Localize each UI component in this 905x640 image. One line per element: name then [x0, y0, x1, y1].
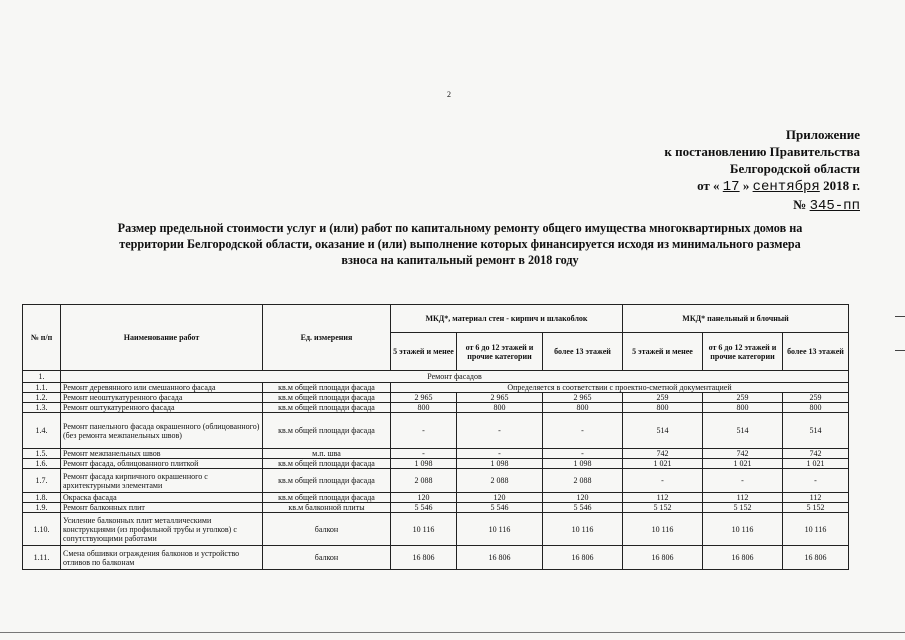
value-cell: 5 152: [703, 503, 783, 513]
row-name: Ремонт межпанельных швов: [61, 449, 263, 459]
section-label: Ремонт фасадов: [61, 371, 849, 383]
value-cell: 800: [457, 403, 543, 413]
value-cell: 5 546: [457, 503, 543, 513]
header-sub-13: более 13 этажей: [543, 333, 623, 371]
value-cell: 1 021: [703, 459, 783, 469]
table-row: [23, 546, 849, 570]
value-cell: 120: [543, 493, 623, 503]
value-cell: -: [543, 413, 623, 449]
value-cell: 5 152: [783, 503, 849, 513]
table-row: [23, 503, 849, 513]
row-unit: балкон: [263, 513, 391, 546]
row-num: 1.9.: [23, 503, 61, 513]
value-cell: 742: [623, 449, 703, 459]
table-row: [23, 449, 849, 459]
row-num: 1.3.: [23, 403, 61, 413]
row-unit: кв.м общей площади фасада: [263, 383, 391, 393]
row-unit: кв.м общей площади фасада: [263, 493, 391, 503]
appendix-title: Приложение: [785, 127, 860, 142]
resolution-number: 345-пп: [809, 198, 860, 214]
value-cell: 10 116: [543, 513, 623, 546]
header-name: Наименование работ: [61, 305, 263, 371]
value-cell: 514: [623, 413, 703, 449]
value-cell: 10 116: [783, 513, 849, 546]
row-unit: кв.м общей площади фасада: [263, 403, 391, 413]
margin-mark: [895, 316, 905, 317]
header-sub-13: более 13 этажей: [783, 333, 849, 371]
value-cell: 800: [703, 403, 783, 413]
value-cell: 120: [391, 493, 457, 503]
cost-table: [22, 304, 849, 570]
value-cell: 5 546: [543, 503, 623, 513]
value-cell: 800: [543, 403, 623, 413]
value-cell: 2 088: [457, 469, 543, 493]
row-name: Смена обшивки ограждения балконов и устройство отливов по балконам: [61, 546, 263, 570]
value-cell: 2 965: [543, 393, 623, 403]
date-day: 17: [722, 179, 740, 195]
value-cell: 16 806: [457, 546, 543, 570]
page-number: 2: [447, 90, 451, 99]
value-cell: 112: [703, 493, 783, 503]
value-cell: 16 806: [623, 546, 703, 570]
value-cell: 16 806: [703, 546, 783, 570]
row-num: 1.7.: [23, 469, 61, 493]
row-unit: кв.м общей площади фасада: [263, 459, 391, 469]
value-cell: 2 965: [457, 393, 543, 403]
margin-mark: [895, 350, 905, 351]
value-cell: 2 088: [543, 469, 623, 493]
section-row: [23, 371, 849, 383]
value-cell: 800: [783, 403, 849, 413]
title-line: взноса на капитальный ремонт в 2018 году: [341, 253, 579, 267]
value-cell: 259: [623, 393, 703, 403]
row-unit: кв.м общей площади фасада: [263, 413, 391, 449]
value-cell: -: [703, 469, 783, 493]
value-cell: 259: [703, 393, 783, 403]
row-name: Ремонт неоштукатуренного фасада: [61, 393, 263, 403]
appendix-number: [620, 196, 860, 215]
value-cell: 259: [783, 393, 849, 403]
value-cell: -: [543, 449, 623, 459]
header-sub-6-12: от 6 до 12 этажей и прочие категории: [703, 333, 783, 371]
row-num: 1.8.: [23, 493, 61, 503]
value-cell: 742: [783, 449, 849, 459]
date-mid: »: [742, 178, 750, 193]
appendix-line-3: Белгородской области: [729, 161, 860, 176]
value-cell: -: [391, 413, 457, 449]
value-cell: 800: [623, 403, 703, 413]
value-cell: 514: [703, 413, 783, 449]
row-name: Усиление балконных плит металлическими конструкциями (из профильной трубы и уголков) с сопутствующими работами: [61, 513, 263, 546]
value-cell: 112: [783, 493, 849, 503]
header-group-panel: МКД* панельный и блочный: [623, 305, 849, 333]
value-cell: 10 116: [623, 513, 703, 546]
row-unit: м.п. шва: [263, 449, 391, 459]
row-merged-note: Определяется в соответствии с проектно-сметной документацией: [391, 383, 849, 393]
row-unit: кв.м общей площади фасада: [263, 469, 391, 493]
appendix-date: [620, 177, 860, 196]
value-cell: 112: [623, 493, 703, 503]
value-cell: 1 098: [391, 459, 457, 469]
value-cell: -: [457, 413, 543, 449]
value-cell: 5 546: [391, 503, 457, 513]
title-line: территории Белгородской области, оказание и (или) выполнение которых финансируется исходя из минимального размера: [119, 237, 801, 251]
row-name: Окраска фасада: [61, 493, 263, 503]
row-unit: кв.м общей площади фасада: [263, 393, 391, 403]
value-cell: 16 806: [391, 546, 457, 570]
table-row: [23, 469, 849, 493]
row-name: Ремонт панельного фасада окрашенного (облицованного) (без ремонта межпанельных швов): [61, 413, 263, 449]
row-num: 1.11.: [23, 546, 61, 570]
row-name: Ремонт деревянного или смешанного фасада: [61, 383, 263, 393]
header-sub-5: 5 этажей и менее: [623, 333, 703, 371]
scan-edge-line: [0, 632, 905, 633]
value-cell: 10 116: [703, 513, 783, 546]
row-name: Ремонт фасада, облицованного плиткой: [61, 459, 263, 469]
row-num: 1.1.: [23, 383, 61, 393]
value-cell: -: [623, 469, 703, 493]
value-cell: -: [783, 469, 849, 493]
table-row: [23, 383, 849, 393]
table-row: [23, 403, 849, 413]
row-name: Ремонт фасада кирпичного окрашенного с архитектурными элементами: [61, 469, 263, 493]
header-num: № п/п: [23, 305, 61, 371]
table-row: [23, 493, 849, 503]
table-row: [23, 459, 849, 469]
row-num: 1.10.: [23, 513, 61, 546]
row-num: 1.2.: [23, 393, 61, 403]
value-cell: 16 806: [783, 546, 849, 570]
title-line: Размер предельной стоимости услуг и (или) работ по капитальному ремонту общего имущества многоквартирных домов на: [117, 221, 803, 235]
value-cell: 1 021: [623, 459, 703, 469]
value-cell: 1 021: [783, 459, 849, 469]
value-cell: 2 088: [391, 469, 457, 493]
value-cell: -: [457, 449, 543, 459]
row-num: 1.5.: [23, 449, 61, 459]
date-year: 2018 г.: [823, 178, 860, 193]
value-cell: 5 152: [623, 503, 703, 513]
document-title: [60, 220, 860, 268]
number-prefix: №: [793, 197, 807, 212]
row-num: 1.4.: [23, 413, 61, 449]
value-cell: 514: [783, 413, 849, 449]
row-num: 1.6.: [23, 459, 61, 469]
value-cell: 120: [457, 493, 543, 503]
value-cell: 1 098: [543, 459, 623, 469]
date-month: сентября: [752, 179, 820, 195]
table-row: [23, 413, 849, 449]
value-cell: 16 806: [543, 546, 623, 570]
value-cell: 10 116: [391, 513, 457, 546]
value-cell: 10 116: [457, 513, 543, 546]
row-name: Ремонт оштукатуренного фасада: [61, 403, 263, 413]
table-row: [23, 393, 849, 403]
header-unit: Ед. измерения: [263, 305, 391, 371]
row-unit: балкон: [263, 546, 391, 570]
date-prefix: от «: [697, 178, 720, 193]
value-cell: -: [391, 449, 457, 459]
section-num: 1.: [23, 371, 61, 383]
row-unit: кв.м балконной плиты: [263, 503, 391, 513]
appendix-block: [620, 126, 860, 215]
header-sub-5: 5 этажей и менее: [391, 333, 457, 371]
value-cell: 1 098: [457, 459, 543, 469]
header-sub-6-12: от 6 до 12 этажей и прочие категории: [457, 333, 543, 371]
table-row: [23, 513, 849, 546]
value-cell: 742: [703, 449, 783, 459]
header-group-brick: МКД*, материал стен - кирпич и шлакоблок: [391, 305, 623, 333]
value-cell: 2 965: [391, 393, 457, 403]
appendix-line-2: к постановлению Правительства: [664, 144, 860, 159]
value-cell: 800: [391, 403, 457, 413]
row-name: Ремонт балконных плит: [61, 503, 263, 513]
